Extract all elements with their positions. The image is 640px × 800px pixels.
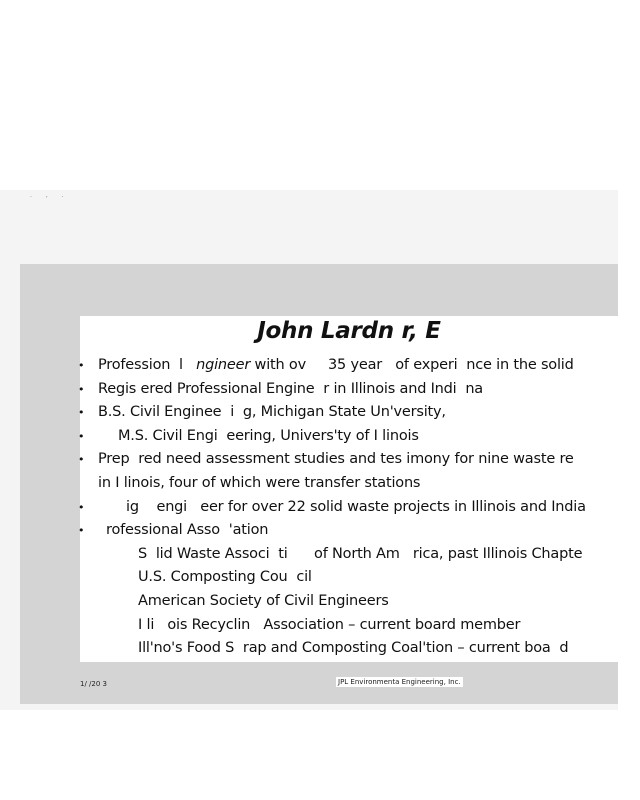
bullet-icon: • bbox=[78, 359, 85, 372]
list-item bbox=[80, 566, 640, 590]
list-item bbox=[80, 448, 640, 472]
bullet-icon: • bbox=[78, 406, 85, 420]
list-item bbox=[80, 378, 640, 402]
list-item bbox=[80, 590, 640, 614]
bullet-list bbox=[80, 354, 640, 661]
list-item-text: rofessional Asso 'ation bbox=[106, 522, 269, 539]
list-item bbox=[80, 354, 640, 378]
footer-company: JPL Environmenta Engineering, Inc. bbox=[338, 678, 461, 686]
list-item-text: M.S. Civil Engi eering, Univers'ty of I linois bbox=[118, 427, 419, 444]
list-item bbox=[80, 425, 640, 449]
list-item bbox=[80, 496, 640, 520]
list-item-text: Regis ered Professional Engine r in Illinois and Indi na bbox=[98, 380, 483, 397]
list-item-text: S lid Waste Associ ti of North Am rica, past Illinois Chapte bbox=[138, 545, 583, 562]
footer-date: 1/ /20 3 bbox=[80, 680, 107, 688]
list-item-text: Prep red need assessment studies and tes imony for nine waste re bbox=[98, 451, 574, 468]
list-item bbox=[80, 637, 640, 661]
list-item-text: American Society of Civil Engineers bbox=[138, 592, 389, 609]
italic-fragment: ngineer bbox=[196, 357, 251, 373]
list-item-text: ig engi eer for over 22 solid waste projects in Illinois and India bbox=[126, 498, 586, 515]
list-item-text: in I linois, four of which were transfer stations bbox=[98, 474, 421, 491]
list-item-text: I li ois Recyclin Association – current board member bbox=[138, 616, 521, 633]
slide-title: John Lardn r, E bbox=[257, 318, 441, 344]
scan-marks: . , . bbox=[30, 192, 70, 199]
list-item-text: Ill'no's Food S rap and Composting Coal'tion – current boa d bbox=[138, 640, 569, 657]
list-item-text: B.S. Civil Enginee i g, Michigan State Un'versity, bbox=[98, 404, 446, 421]
bullet-icon: • bbox=[78, 429, 85, 443]
bullet-icon: • bbox=[78, 500, 85, 514]
list-item-text: Profession l ngineer with ov 35 year of experi nce in the solid bbox=[98, 357, 574, 373]
slide bbox=[80, 316, 618, 662]
list-item bbox=[80, 543, 640, 567]
list-item bbox=[80, 519, 640, 543]
list-item-text: U.S. Composting Cou cil bbox=[138, 569, 312, 586]
list-item bbox=[80, 472, 640, 496]
bullet-icon: • bbox=[78, 382, 85, 396]
list-item bbox=[80, 614, 640, 638]
list-item bbox=[80, 401, 640, 425]
bullet-icon: • bbox=[78, 524, 85, 538]
bullet-icon: • bbox=[78, 453, 85, 467]
